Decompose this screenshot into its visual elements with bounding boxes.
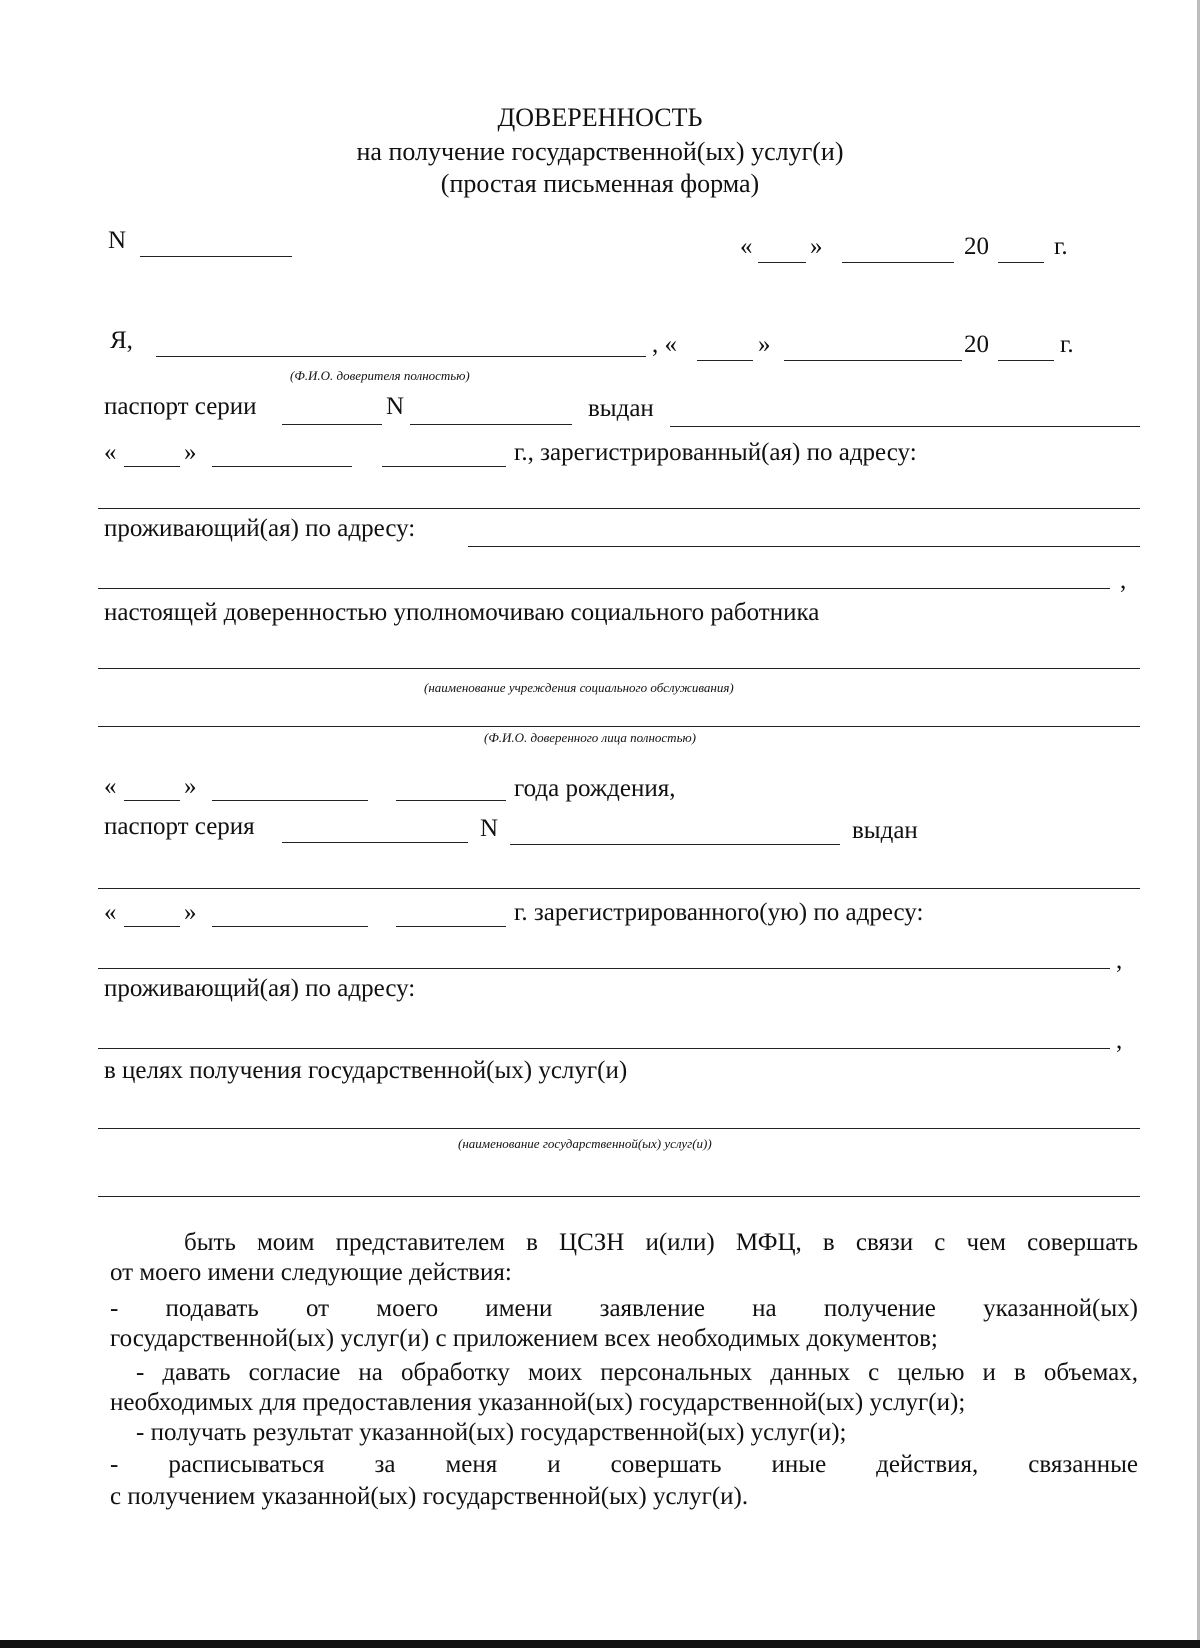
birth-date-quote-open: « — [104, 773, 117, 800]
agent-issue-date-month-field[interactable] — [212, 926, 368, 927]
passport-date-month-field[interactable] — [212, 466, 352, 467]
agent-passport-issued-field[interactable] — [98, 888, 1140, 889]
body-paragraph-line1: быть моим представителем в ЦСЗН и(или) МФЦ, в связи с чем совершать — [184, 1229, 1138, 1256]
passport-issued-label: выдан — [588, 395, 654, 422]
principal-name-caption: (Ф.И.О. доверителя полностью) — [290, 368, 470, 383]
principal-year-prefix: 20 — [964, 331, 989, 358]
agent-registered-address-field[interactable] — [98, 968, 1110, 969]
document-title: ДОВЕРЕННОСТЬ — [497, 103, 703, 132]
service-name-field-2[interactable] — [98, 1196, 1140, 1197]
bullet2-line1: - давать согласие на обработку моих персональных данных с целью и в объемах, — [136, 1359, 1138, 1386]
agent-passport-number-field[interactable] — [510, 844, 840, 845]
date-day-field[interactable] — [758, 262, 806, 263]
passport-series-field[interactable] — [282, 424, 382, 425]
date-quote-open: « — [740, 233, 753, 260]
document-form-type: (простая письменная форма) — [440, 169, 760, 198]
agent-registered-label: г. зарегистрированного(ую) по адресу: — [514, 899, 924, 926]
date-year-prefix: 20 — [964, 233, 989, 260]
birth-date-year-field[interactable] — [396, 800, 506, 801]
registered-address-field[interactable] — [98, 508, 1140, 509]
ya-label: Я, — [110, 327, 133, 354]
passport-date-quote-open: « — [104, 439, 117, 466]
document-subtitle: на получение государственной(ых) услуг(и) — [356, 137, 844, 166]
bullet2-line2: необходимых для предоставления указанной(ых) государственной(ых) услуг(и); — [110, 1389, 966, 1416]
living-address-label: проживающий(ая) по адресу: — [104, 515, 416, 542]
agent-issue-date-quote-close: » — [184, 899, 197, 926]
institution-field[interactable] — [98, 668, 1140, 669]
birth-date-day-field[interactable] — [124, 800, 180, 801]
agent-passport-issued-label: выдан — [852, 817, 918, 844]
living-address-field-2[interactable] — [98, 588, 1110, 589]
registered-address-label: г., зарегистрированный(ая) по адресу: — [514, 439, 917, 466]
passport-date-year-field[interactable] — [382, 466, 506, 467]
number-label: N — [108, 227, 127, 254]
agent-living-address-field[interactable] — [98, 1048, 1110, 1049]
agent-passport-number-label: N — [480, 815, 499, 842]
principal-date-quote-open: , « — [652, 331, 677, 358]
agent-registered-comma: , — [1116, 947, 1123, 974]
service-name-field[interactable] — [98, 1128, 1140, 1129]
date-year-field[interactable] — [998, 262, 1044, 263]
principal-date-day-field[interactable] — [697, 360, 753, 361]
bullet1-line2: государственной(ых) услуг(и) с приложением всех необходимых документов; — [110, 1325, 938, 1352]
agent-living-label: проживающий(ая) по адресу: — [104, 975, 416, 1002]
birth-year-label: года рождения, — [514, 775, 676, 802]
agent-passport-series-label: паспорт серия — [104, 813, 255, 840]
principal-year-suffix: г. — [1060, 331, 1074, 358]
agent-passport-series-field[interactable] — [282, 842, 468, 843]
bullet3: - получать результат указанной(ых) государственной(ых) услуг(и); — [136, 1419, 847, 1446]
date-month-field[interactable] — [842, 262, 954, 263]
agent-issue-date-quote-open: « — [104, 899, 117, 926]
living-address-comma: , — [1120, 567, 1127, 594]
number-field[interactable] — [140, 256, 292, 257]
purpose-text: в целях получения государственной(ых) услуг(и) — [104, 1057, 628, 1084]
agent-issue-date-year-field[interactable] — [396, 926, 506, 927]
principal-date-quote-close: » — [758, 331, 771, 358]
bullet1-line1: - подавать от моего имени заявление на получение указанной(ых) — [110, 1295, 1138, 1322]
principal-date-month-field[interactable] — [784, 360, 962, 361]
date-year-suffix: г. — [1054, 233, 1068, 260]
institution-caption: (наименование учреждения социального обслуживания) — [424, 680, 734, 695]
agent-issue-date-day-field[interactable] — [124, 926, 180, 927]
scan-bottom-edge — [0, 1640, 1200, 1648]
birth-date-quote-close: » — [184, 773, 197, 800]
passport-issued-field[interactable] — [670, 426, 1140, 427]
agent-name-field[interactable] — [98, 726, 1140, 727]
service-name-caption: (наименование государственной(ых) услуг(и)) — [458, 1136, 712, 1151]
date-quote-close: » — [810, 233, 823, 260]
principal-name-field[interactable] — [156, 356, 646, 357]
agent-living-comma: , — [1116, 1027, 1123, 1054]
agent-name-caption: (Ф.И.О. доверенного лица полностью) — [484, 730, 696, 745]
body-paragraph-line2: от моего имени следующие действия: — [110, 1259, 512, 1286]
passport-date-quote-close: » — [184, 439, 197, 466]
passport-number-field[interactable] — [410, 424, 572, 425]
bullet4-line2: с получением указанной(ых) государственной(ых) услуг(и). — [110, 1483, 749, 1510]
living-address-field[interactable] — [468, 546, 1140, 547]
bullet4-line1: - расписываться за меня и совершать иные действия, связанные — [110, 1451, 1138, 1478]
birth-date-month-field[interactable] — [212, 800, 368, 801]
passport-date-day-field[interactable] — [124, 466, 180, 467]
passport-series-label: паспорт серии — [104, 393, 257, 420]
principal-year-field[interactable] — [998, 360, 1054, 361]
passport-number-label: N — [386, 393, 405, 420]
authorize-text: настоящей доверенностью уполномочиваю социального работника — [104, 599, 820, 626]
